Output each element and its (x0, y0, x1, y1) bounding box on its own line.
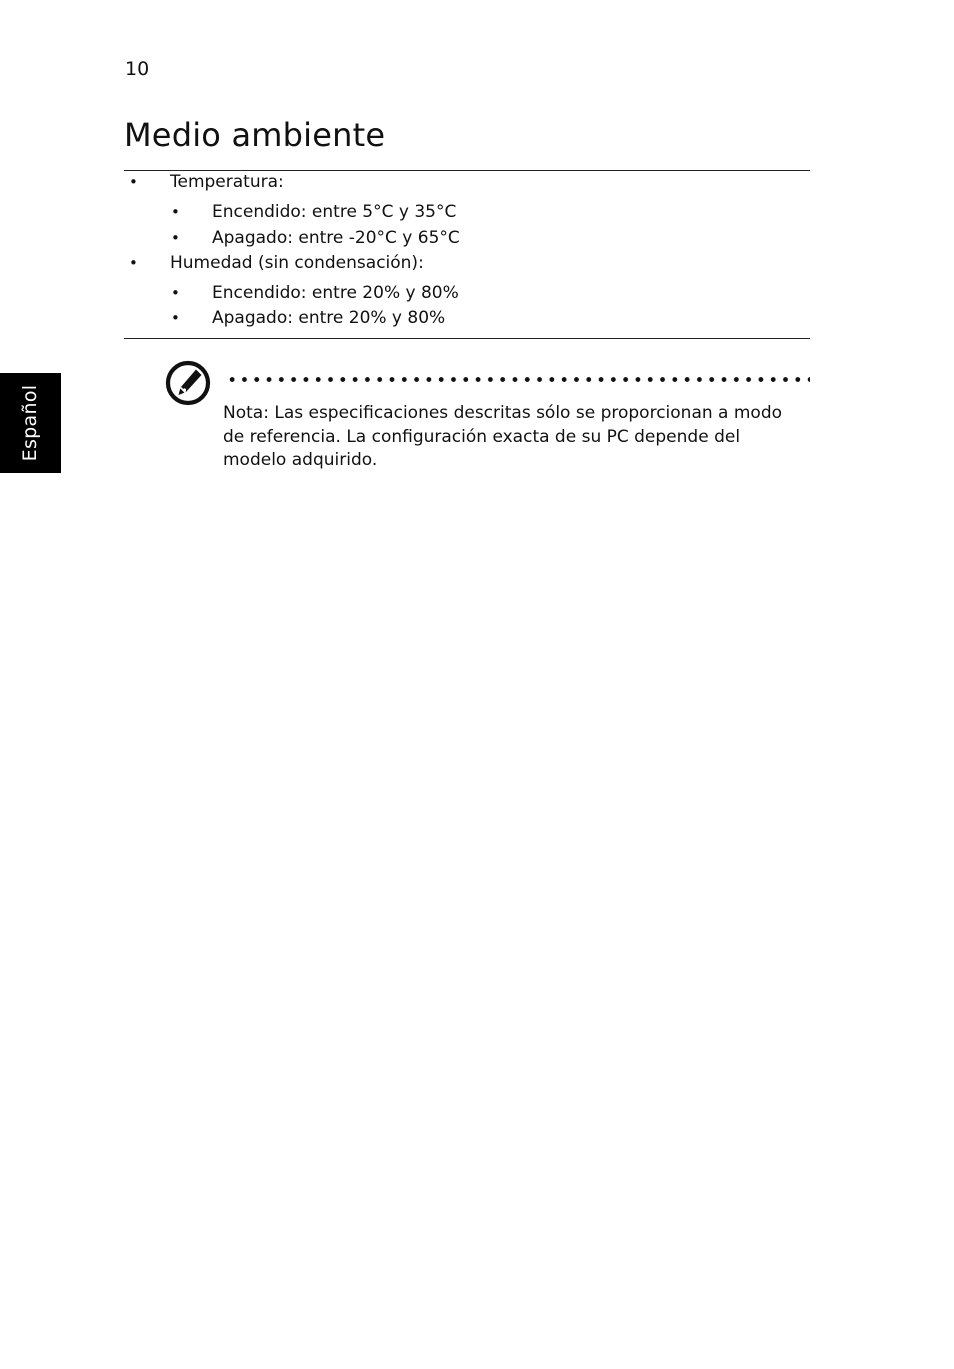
bullet: • (129, 254, 138, 272)
humidity-label: Humedad (sin condensación): (170, 253, 424, 273)
temperature-off-range: Apagado: entre -20°C y 65°C (212, 228, 460, 248)
language-tab (0, 373, 61, 473)
note-body: Las especificaciones descritas sólo se proporcionan a modo de referencia. La configuración exacta de su PC depende del modelo adquirido. (223, 403, 783, 470)
language-tab-label: Español (19, 384, 41, 462)
temperature-label: Temperatura: (170, 172, 284, 192)
temperature-on-range: Encendido: entre 5°C y 35°C (212, 202, 457, 222)
note-pen-icon (165, 360, 211, 406)
page-number: 10 (125, 58, 150, 80)
bullet: • (129, 173, 138, 191)
bottom-divider (124, 338, 810, 339)
note-label: Nota: (223, 403, 269, 423)
note-text (223, 402, 793, 473)
humidity-on-range: Encendido: entre 20% y 80% (212, 283, 459, 303)
note-dotted-separator (226, 377, 810, 382)
bullet: • (171, 284, 180, 302)
page-title: Medio ambiente (124, 116, 386, 154)
bullet: • (171, 229, 180, 247)
humidity-off-range: Apagado: entre 20% y 80% (212, 308, 446, 328)
bullet: • (171, 203, 180, 221)
bullet: • (171, 309, 180, 327)
